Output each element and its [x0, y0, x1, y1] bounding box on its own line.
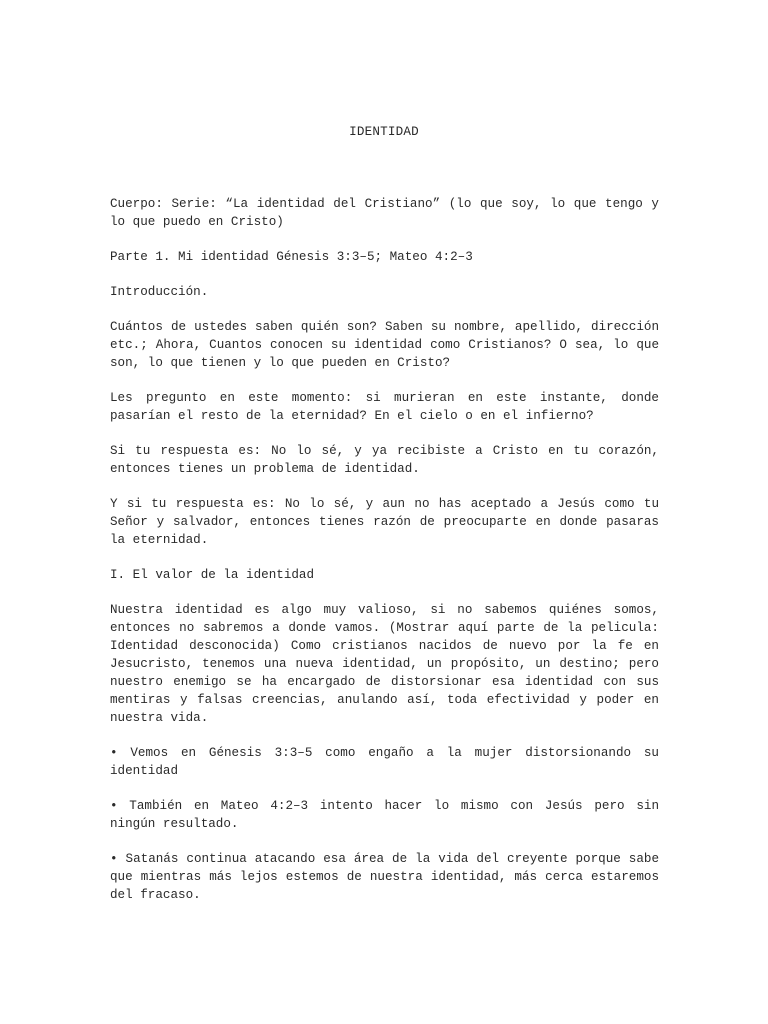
bullet-genesis: • Vemos en Génesis 3:3–5 como engaño a la mujer distorsionando su identidad: [110, 746, 659, 778]
paragraph-series: Cuerpo: Serie: “La identidad del Cristiano” (lo que soy, lo que tengo y lo que puedo en Cristo): [110, 197, 659, 229]
paragraph-introduction-heading: Introducción.: [110, 285, 209, 299]
paragraph-introduction: Cuántos de ustedes saben quién son? Saben su nombre, apellido, dirección etc.; Ahora, Cuantos conocen su identidad como Cristianos? O sea, lo que son, lo que tienen y lo que pueden en Cristo?: [110, 320, 659, 370]
paragraph-answer-1: Si tu respuesta es: No lo sé, y ya recibiste a Cristo en tu corazón, entonces tienes un problema de identidad.: [110, 444, 659, 476]
section-heading-valor: I. El valor de la identidad: [110, 568, 315, 582]
paragraph-valor: Nuestra identidad es algo muy valioso, si no sabemos quiénes somos, entonces no sabremos a donde vamos. (Mostrar aquí parte de la pelicula: Identidad desconocida) Como cristianos nacidos de nuevo por la fe en Jesucristo, tenemos una nueva identidad, un propósito, un destino; pero nuestro enemigo se ha encargado de distorsionar esa identidad con sus mentiras y falsas creencias, anulando así, toda efectividad y poder en nuestra vida.: [110, 603, 659, 725]
paragraph-answer-2: Y si tu respuesta es: No lo sé, y aun no has aceptado a Jesús como tu Señor y salvador, entonces tienes razón de preocuparte en donde pasaras la eternidad.: [110, 497, 659, 547]
document-body: [110, 195, 659, 921]
document-title: IDENTIDAD: [349, 125, 419, 139]
paragraph-part-1: Parte 1. Mi identidad Génesis 3:3–5; Mateo 4:2–3: [110, 250, 473, 264]
paragraph-question: Les pregunto en este momento: si murieran en este instante, donde pasarían el resto de la eternidad? En el cielo o en el infierno?: [110, 391, 659, 423]
bullet-mateo: • También en Mateo 4:2–3 intento hacer lo mismo con Jesús pero sin ningún resultado.: [110, 799, 659, 831]
bullet-satanas: • Satanás continua atacando esa área de la vida del creyente porque sabe que mientras más lejos estemos de nuestra identidad, más cerca estaremos del fracaso.: [110, 852, 659, 902]
